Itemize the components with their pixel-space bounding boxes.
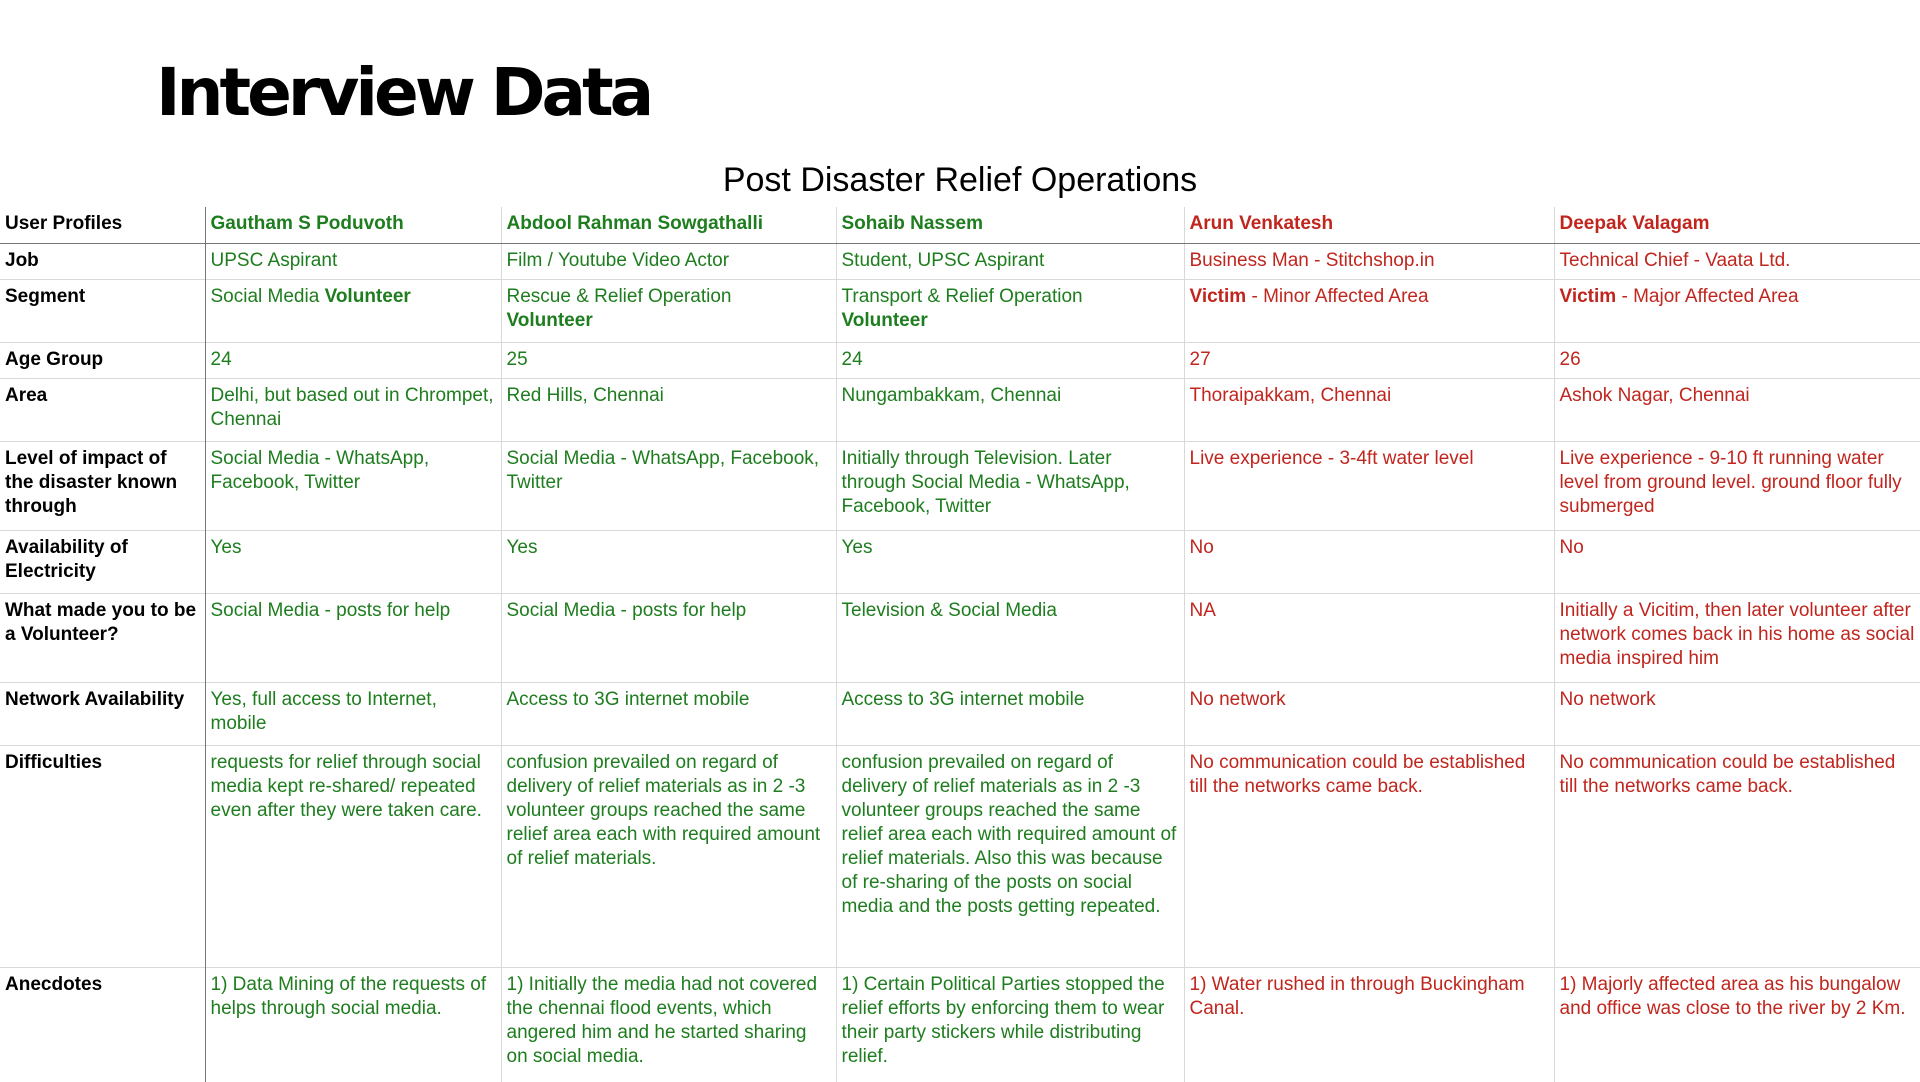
table-cell: Initially a Vicitim, then later volunteer after network comes back in his home as social media inspired him	[1554, 593, 1920, 682]
row-label-difficulties: Difficulties	[0, 745, 205, 967]
table-cell: Access to 3G internet mobile	[501, 682, 836, 745]
table-row-impact	[0, 441, 1920, 530]
segment-role: Volunteer	[841, 309, 928, 331]
table-cell: 26	[1554, 342, 1920, 378]
table-cell	[1184, 279, 1554, 342]
profile-name-5: Deepak Valagam	[1554, 207, 1920, 243]
table-cell: Yes	[205, 530, 501, 593]
table-cell: No	[1184, 530, 1554, 593]
table-cell: 24	[205, 342, 501, 378]
segment-text: Social Media	[210, 285, 320, 307]
table-cell: Red Hills, Chennai	[501, 378, 836, 441]
table-row-area	[0, 378, 1920, 441]
segment-text: Rescue & Relief Operation	[506, 285, 732, 307]
table-cell: No network	[1554, 682, 1920, 745]
table-cell	[501, 279, 836, 342]
table-cell	[205, 279, 501, 342]
table-row-network	[0, 682, 1920, 745]
table-cell: Business Man - Stitchshop.in	[1184, 243, 1554, 279]
row-label-segment: Segment	[0, 279, 205, 342]
table-cell: 1) Water rushed in through Buckingham Canal.	[1184, 967, 1554, 1082]
table-title: Post Disaster Relief Operations	[722, 161, 1198, 199]
row-label-job: Job	[0, 243, 205, 279]
segment-text: Transport & Relief Operation	[841, 285, 1083, 307]
table-cell: No communication could be established till the networks came back.	[1184, 745, 1554, 967]
profile-name-3: Sohaib Nassem	[836, 207, 1184, 243]
table-cell: Initially through Television. Later through Social Media - WhatsApp, Facebook, Twitter	[836, 441, 1184, 530]
table-cell: Nungambakkam, Chennai	[836, 378, 1184, 441]
table-cell: Yes, full access to Internet, mobile	[205, 682, 501, 745]
row-label-anecdotes: Anecdotes	[0, 967, 205, 1082]
page-title: Interview Data	[156, 54, 651, 131]
segment-role: Victim	[1559, 285, 1617, 307]
table-cell: 24	[836, 342, 1184, 378]
profile-name-4: Arun Venkatesh	[1184, 207, 1554, 243]
table-cell: No network	[1184, 682, 1554, 745]
table-cell: Social Media - posts for help	[501, 593, 836, 682]
table-cell: confusion prevailed on regard of delivery of relief materials as in 2 -3 volunteer groups reached the same relief area each with required amount of relief materials. Also this was because of re-sharing of the posts on social media and the posts getting repeated.	[836, 745, 1184, 967]
table-cell: Yes	[501, 530, 836, 593]
table-row-motivation	[0, 593, 1920, 682]
table-cell: Social Media - WhatsApp, Facebook, Twitter	[501, 441, 836, 530]
table-cell: 1) Initially the media had not covered the chennai flood events, which angered him and he started sharing on social media.	[501, 967, 836, 1082]
segment-role: Victim	[1189, 285, 1247, 307]
table-cell: confusion prevailed on regard of delivery of relief materials as in 2 -3 volunteer groups reached the same relief area each with required amount of relief materials.	[501, 745, 836, 967]
table-cell: Delhi, but based out in Chrompet, Chennai	[205, 378, 501, 441]
table-cell: Technical Chief - Vaata Ltd.	[1554, 243, 1920, 279]
segment-text: - Minor Affected Area	[1251, 285, 1429, 307]
table-cell: 1) Certain Political Parties stopped the relief efforts by enforcing them to wear their party stickers while distributing relief.	[836, 967, 1184, 1082]
segment-text: - Major Affected Area	[1621, 285, 1799, 307]
table-cell: 25	[501, 342, 836, 378]
table-cell: 1) Data Mining of the requests of helps through social media.	[205, 967, 501, 1082]
row-label-motivation: What made you to be a Volunteer?	[0, 593, 205, 682]
table-cell: Thoraipakkam, Chennai	[1184, 378, 1554, 441]
table-cell: 27	[1184, 342, 1554, 378]
table-row-anecdotes	[0, 967, 1920, 1082]
profile-name-2: Abdool Rahman Sowgathalli	[501, 207, 836, 243]
table-cell: Live experience - 3-4ft water level	[1184, 441, 1554, 530]
table-cell: 1) Majorly affected area as his bungalow and office was close to the river by 2 Km.	[1554, 967, 1920, 1082]
table-cell: NA	[1184, 593, 1554, 682]
row-label-network: Network Availability	[0, 682, 205, 745]
table-cell: Social Media - posts for help	[205, 593, 501, 682]
row-label-impact: Level of impact of the disaster known through	[0, 441, 205, 530]
table-cell	[836, 279, 1184, 342]
table-cell: UPSC Aspirant	[205, 243, 501, 279]
table-cell: Film / Youtube Video Actor	[501, 243, 836, 279]
table-row-electricity	[0, 530, 1920, 593]
table-row-difficulties	[0, 745, 1920, 967]
table-cell	[1554, 279, 1920, 342]
table-cell: Student, UPSC Aspirant	[836, 243, 1184, 279]
table-cell: Television & Social Media	[836, 593, 1184, 682]
profile-name-1: Gautham S Poduvoth	[205, 207, 501, 243]
table-cell: Access to 3G internet mobile	[836, 682, 1184, 745]
table-row-job	[0, 243, 1920, 279]
interview-table	[0, 207, 1920, 1082]
user-profiles-header: User Profiles	[0, 207, 205, 243]
table-cell: Social Media - WhatsApp, Facebook, Twitter	[205, 441, 501, 530]
table-cell: requests for relief through social media kept re-shared/ repeated even after they were taken care.	[205, 745, 501, 967]
table-cell: Live experience - 9-10 ft running water level from ground level. ground floor fully submerged	[1554, 441, 1920, 530]
segment-role: Volunteer	[324, 285, 411, 307]
row-label-age: Age Group	[0, 342, 205, 378]
table-row-age	[0, 342, 1920, 378]
table-cell: Ashok Nagar, Chennai	[1554, 378, 1920, 441]
row-label-electricity: Availability of Electricity	[0, 530, 205, 593]
table-row-segment	[0, 279, 1920, 342]
header-row	[0, 207, 1920, 243]
table-cell: No communication could be established till the networks came back.	[1554, 745, 1920, 967]
table-cell: Yes	[836, 530, 1184, 593]
segment-role: Volunteer	[506, 309, 593, 331]
row-label-area: Area	[0, 378, 205, 441]
table-cell: No	[1554, 530, 1920, 593]
